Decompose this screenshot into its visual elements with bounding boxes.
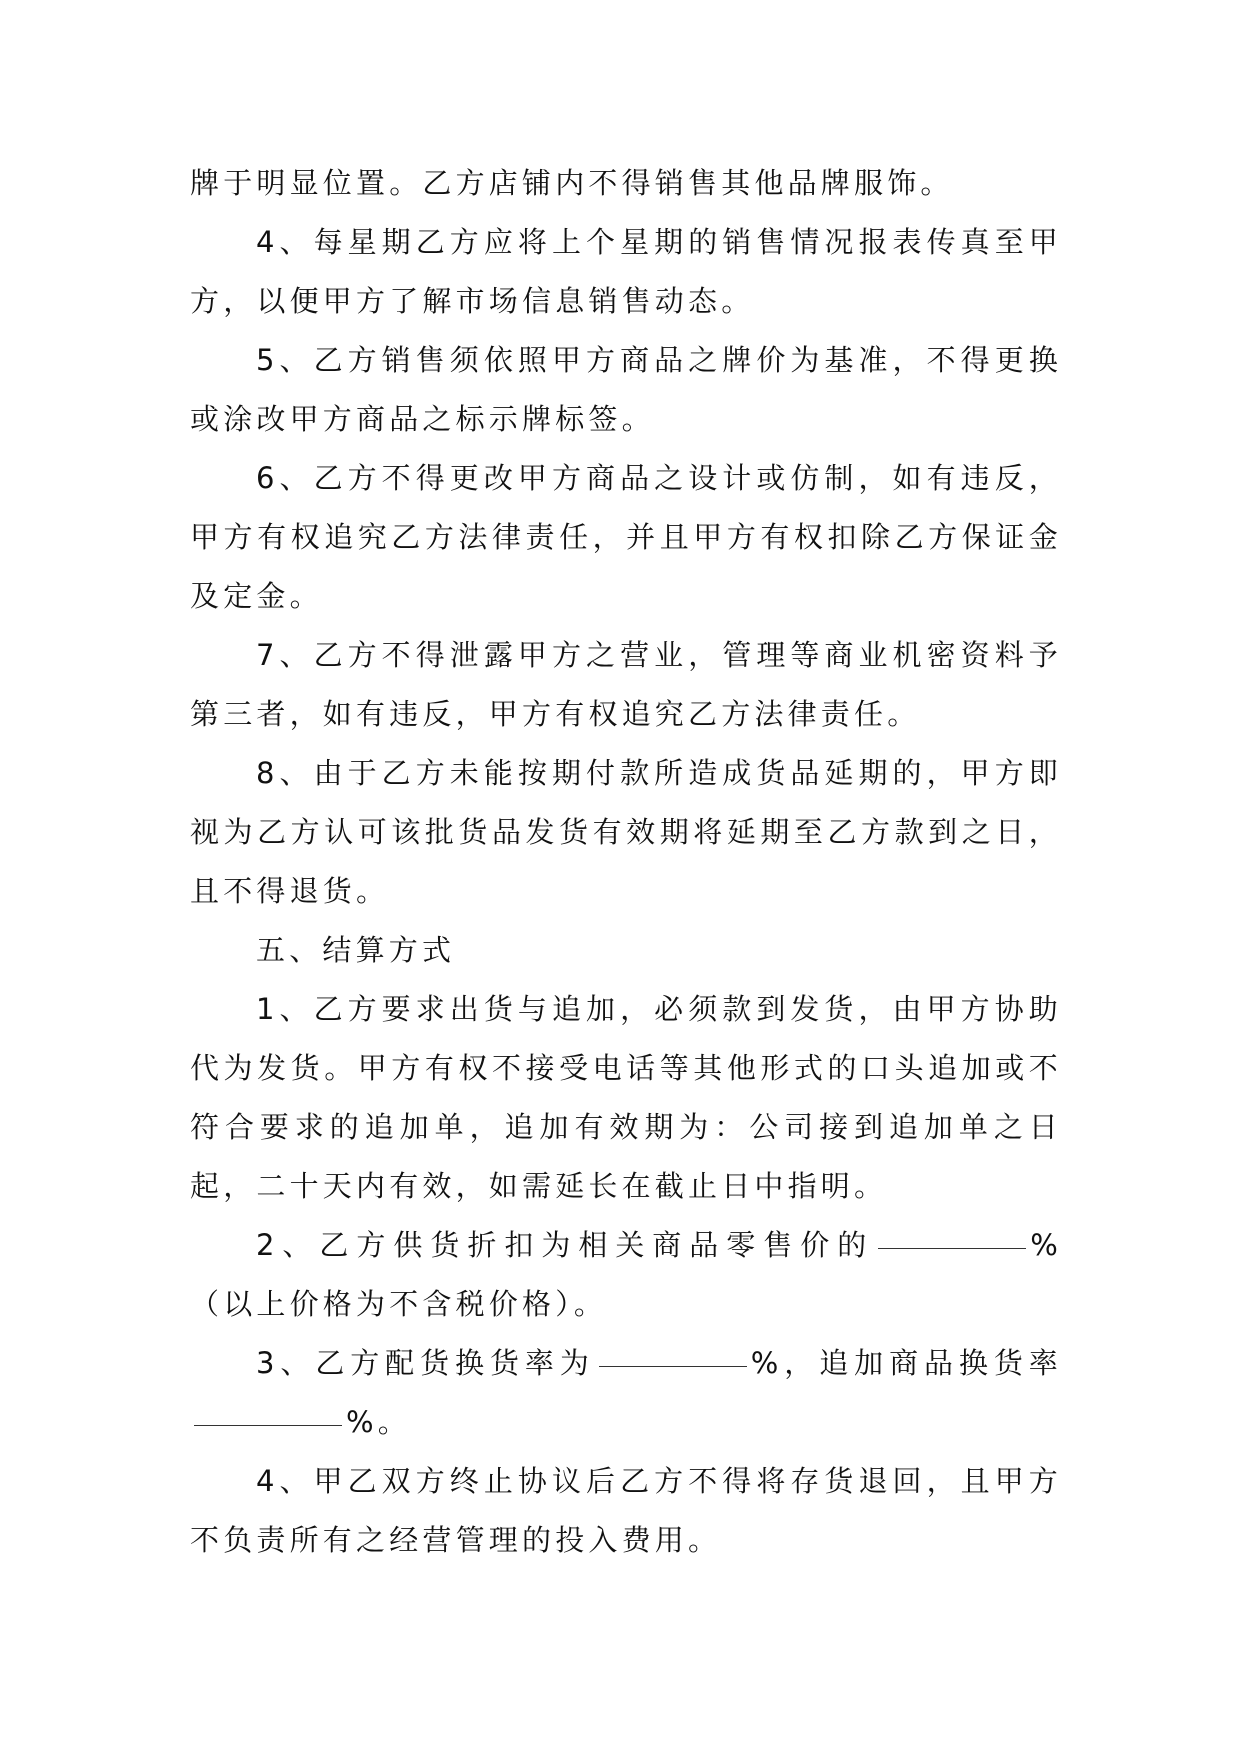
paragraph-settlement-3-exchange-rate bbox=[190, 1334, 1062, 1452]
paragraph-clause-7-confidentiality: 7、乙方不得泄露甲方之营业，管理等商业机密资料予第三者，如有违反，甲方有权追究乙方法律责任。 bbox=[190, 638, 1062, 731]
added-exchange-rate-blank[interactable] bbox=[194, 1423, 342, 1426]
discount-blank[interactable] bbox=[878, 1246, 1026, 1249]
exchange-text-middle: %，追加商品换货率 bbox=[750, 1346, 1062, 1380]
discount-text-after: %（以上价格为不含税价格）。 bbox=[190, 1228, 1062, 1321]
paragraph-settlement-4-termination: 4、甲乙双方终止协议后乙方不得将存货退回，且甲方不负责所有之经营管理的投入费用。 bbox=[190, 1464, 1062, 1557]
paragraph-clause-4-weekly-report: 4、每星期乙方应将上个星期的销售情况报表传真至甲方，以便甲方了解市场信息销售动态。 bbox=[190, 225, 1062, 318]
discount-text-before: 2、乙方供货折扣为相关商品零售价的 bbox=[256, 1228, 875, 1262]
paragraph-clause-5-pricing: 5、乙方销售须依照甲方商品之牌价为基准，不得更换或涂改甲方商品之标示牌标签。 bbox=[190, 343, 1062, 436]
section-heading-settlement: 五、结算方式 bbox=[256, 933, 456, 967]
exchange-text-before: 3、乙方配货换货率为 bbox=[256, 1346, 595, 1380]
paragraph-clause-8-payment-delay: 8、由于乙方未能按期付款所造成货品延期的，甲方即视为乙方认可该批货品发货有效期将延期至乙方款到之日，且不得退货。 bbox=[190, 756, 1062, 908]
paragraph-brand-display: 牌于明显位置。乙方店铺内不得销售其他品牌服饰。 bbox=[190, 166, 954, 200]
exchange-text-after: %。 bbox=[346, 1405, 411, 1439]
document-page bbox=[190, 154, 1062, 1570]
paragraph-clause-6-design: 6、乙方不得更改甲方商品之设计或仿制，如有违反，甲方有权追究乙方法律责任，并且甲方有权扣除乙方保证金及定金。 bbox=[190, 461, 1062, 613]
paragraph-settlement-2-discount bbox=[190, 1216, 1062, 1334]
exchange-rate-blank[interactable] bbox=[599, 1364, 747, 1367]
paragraph-settlement-1-shipping: 1、乙方要求出货与追加，必须款到发货，由甲方协助代为发货。甲方有权不接受电话等其他形式的口头追加或不符合要求的追加单，追加有效期为：公司接到追加单之日起，二十天内有效，如需延长在截止日中指明。 bbox=[190, 992, 1062, 1203]
